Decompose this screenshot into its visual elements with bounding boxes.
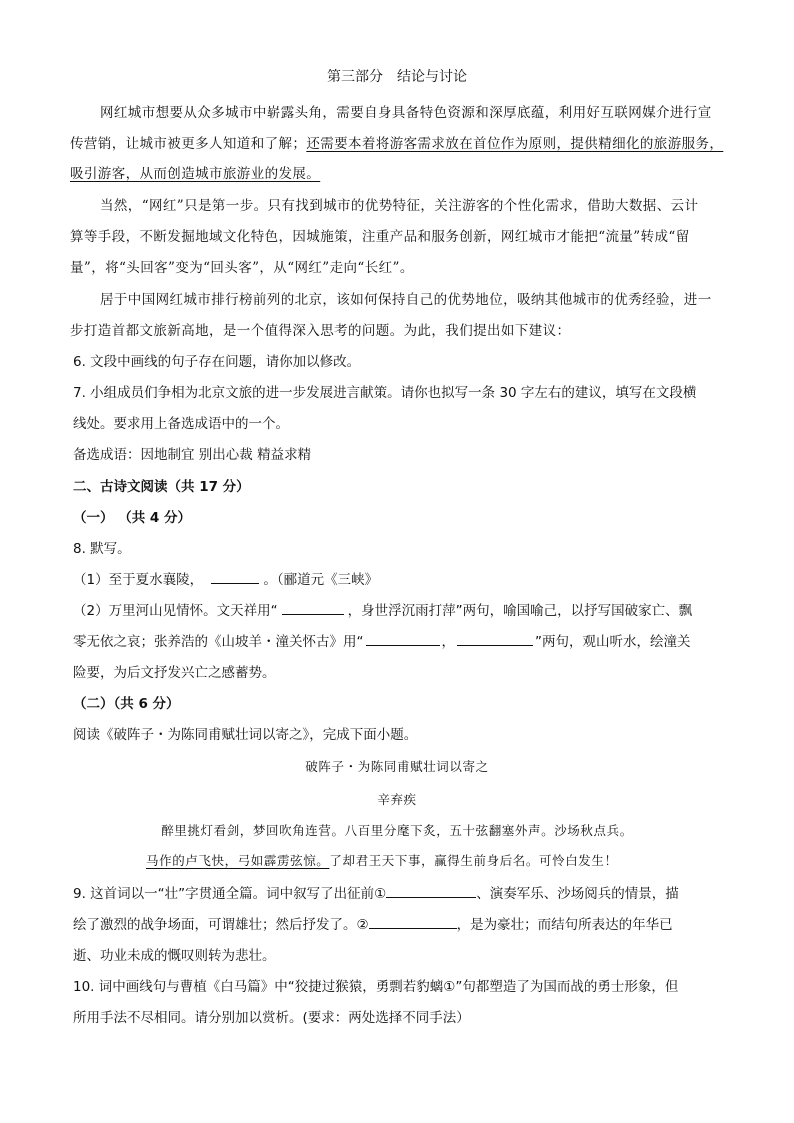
- question-9-line2: [73, 913, 673, 933]
- q8-2-comma: ，: [441, 634, 455, 650]
- p1-line2: [70, 132, 723, 152]
- question-8-2-line1: [73, 599, 692, 619]
- question-7-options: 备选成语：因地制宜 别出心裁 精益求精: [73, 447, 312, 463]
- q8-2-line2-suffix: ”两句，观山听水，绘潼关: [535, 634, 691, 650]
- question-9-line1: [73, 882, 679, 902]
- poem-line-2: [146, 851, 618, 869]
- q9-suffix: 、演奏军乐、沙场阅兵的情景，描: [476, 886, 679, 902]
- q8-1-prefix: （1）至于夏水襄陵，: [73, 572, 204, 588]
- poem-author: 辛弃疾: [377, 792, 417, 807]
- p3-line1: 居于中国网红城市排行榜前列的北京，该如何保持自己的优势地位，吸纳其他城市的优秀经验，进一: [100, 292, 712, 308]
- answer-blank-6[interactable]: [369, 914, 457, 929]
- p1-line3: [70, 162, 320, 182]
- part3-heading: 第三部分 结论与讨论: [327, 69, 467, 85]
- reading-instruction: 阅读《破阵子・为陈同甫赋壮词以寄之》，完成下面小题。: [73, 727, 418, 743]
- question-10-line2: 所用手法不尽相同。请分别加以赏析。(要求：两处选择不同手法）: [73, 1010, 470, 1026]
- question-9-line3: 逝、功业未成的慨叹则转为悲壮。: [73, 948, 276, 964]
- p1-line2-plain: 传营销，让城市被更多人知道和了解；: [70, 136, 307, 152]
- poem-underlined-line: 马作的卢飞快，弓如霹雳弦惊。: [146, 853, 330, 868]
- answer-blank-1[interactable]: [211, 569, 259, 584]
- q9-prefix: 9. 这首词以一“壮”字贯通全篇。词中叙写了出征前①: [73, 886, 387, 902]
- q9-line2-prefix: 绘了激烈的战争场面，可谓雄壮；然后抒发了。②: [73, 917, 369, 933]
- subsection-1-heading: （一） （共 4 分）: [73, 510, 191, 526]
- question-7-line1: 7. 小组成员们争相为北京文旅的进一步发展进言献策。请你也拟写一条 30 字左右的建议，填写在文段横: [73, 385, 697, 401]
- question-6: 6. 文段中画线的句子存在问题，请你加以修改。: [73, 354, 361, 370]
- underlined-sentence-part1: 还需要本着将游客需求放在首位作为原则，提供精细化的旅游服务，: [306, 136, 724, 152]
- question-8: 8. 默写。: [73, 541, 131, 557]
- q8-1-suffix: 。（郦道元《三峡》: [263, 572, 379, 588]
- section-2-heading: 二、古诗文阅读（共 17 分）: [73, 479, 250, 495]
- poem-title: 破阵子・为陈同甫赋壮词以寄之: [305, 759, 489, 774]
- p2-line2: 算等手段，不断发掘地域文化特色，因城施策，注重产品和服务创新，网红城市才能把“流量”转成“留: [70, 229, 690, 245]
- poem-line-1: 醉里挑灯看剑，梦回吹角连营。八百里分麾下炙，五十弦翻塞外声。沙场秋点兵。: [161, 823, 633, 838]
- question-8-2-line3: 险要，为后文抒发兴亡之感蓄势。: [73, 665, 276, 681]
- answer-blank-5[interactable]: [386, 883, 476, 898]
- underlined-sentence-part2: 吸引游客，从而创造城市旅游业的发展。: [70, 166, 321, 182]
- q9-line2-suffix: ，是为豪壮；而结句所表达的年华已: [456, 917, 673, 933]
- poem-line-2-rest: 了却君王天下事，赢得生前身后名。可怜白发生！: [329, 853, 618, 868]
- question-7-line2: 线处。要求用上备选成语中的一个。: [73, 416, 289, 432]
- subsection-2-heading: （二）（共 6 分）: [73, 696, 180, 712]
- q8-2-prefix: （2）万里河山见情怀。文天祥用“: [73, 603, 278, 619]
- answer-blank-2[interactable]: [282, 600, 344, 615]
- q8-2-suffix: ，身世浮沉雨打萍”两句，喻国喻己，以抒写国破家亡、飘: [347, 603, 693, 619]
- question-10-line1: 10. 词中画线句与曹植《白马篇》中“狡捷过猴猿，勇剽若豹螭①”句都塑造了为国而战的勇士形象，但: [73, 979, 679, 995]
- question-8-1: [73, 568, 378, 588]
- p2-line3: 量”，将“头回客”变为“回头客”，从“网红”走向“长红”。: [70, 260, 414, 276]
- question-8-2-line2: [73, 630, 691, 650]
- p3-line2: 步打造首都文旅新高地，是一个值得深入思考的问题。为此，我们提出如下建议：: [70, 323, 571, 339]
- p1-line1: 网红城市想要从众多城市中崭露头角，需要自身具备特色资源和深厚底蕴，利用好互联网媒介进行宣: [100, 105, 712, 121]
- answer-blank-3[interactable]: [366, 631, 440, 646]
- p2-line1: 当然，“网红”只是第一步。只有找到城市的优势特征，关注游客的个性化需求，借助大数据、云计: [100, 198, 699, 214]
- q8-2-line2-prefix: 零无依之哀；张养浩的《山坡羊・潼关怀古》用“: [73, 634, 364, 650]
- answer-blank-4[interactable]: [457, 631, 533, 646]
